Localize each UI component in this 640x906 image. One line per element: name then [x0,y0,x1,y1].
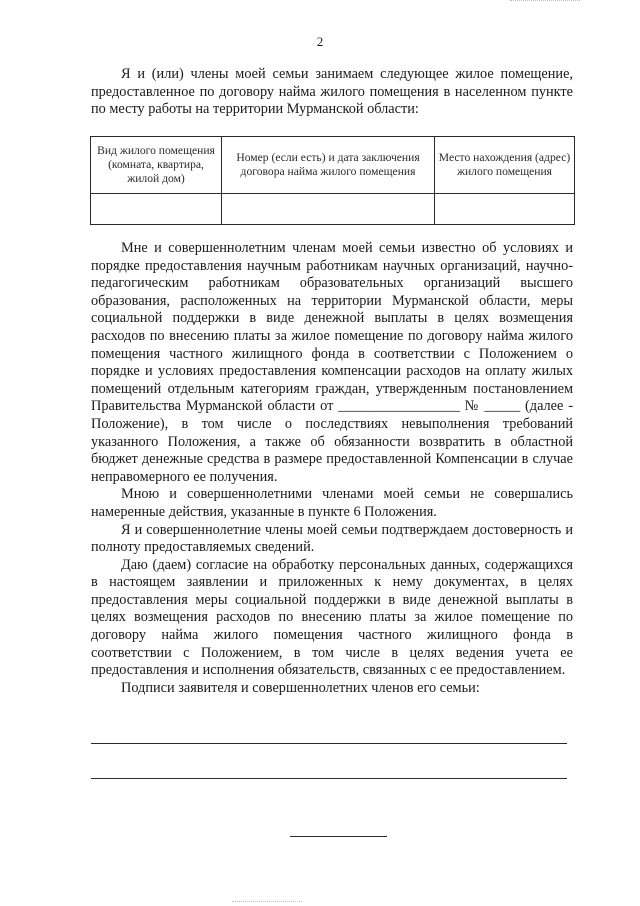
signatures-heading: Подписи заявителя и совершеннолетних членов его семьи: [121,679,480,696]
intro-paragraph: Я и (или) члены моей семьи занимаем следующее жилое помещение, предоставленное по договору найма жилого помещения в населенном пункте по месту работы на территории Мурманской области: [91,66,573,118]
short-line [290,836,387,837]
confirmation-paragraph: Я и совершеннолетние члены моей семьи подтверждаем достоверность и полноту предоставляемых сведений. [91,521,573,556]
table-header-cell: Место нахождения (адрес) жилого помещения [435,137,575,194]
table-row [91,194,575,225]
signature-line [91,743,567,744]
consent-paragraph: Даю (даем) согласие на обработку персональных данных, содержащихся в настоящем заявлении и приложенных к нему документах, в целях предоставления меры социальной поддержки в виде денежной выплаты в целях возмещения расходов по внесению платы за жилое помещение по договору найма жилого помещения частного жилищного фонда в соответствии с Положением, в том числе в целях ведения учета ее предоставления и исполнения обязательств, связанных с ее предоставлением. [91,556,573,679]
conditions-paragraph: Мне и совершеннолетним членам моей семьи известно об условиях и порядке предоставления научным работникам научных организаций, научно-педагогическим работникам образовательных организаций высшего образования, расположенных на территории Мурманской области, меры социальной поддержки в виде денежной выплаты в целях возмещения расходов по внесению платы за жилое помещение по договору найма жилого помещения частного жилищного фонда в соответствии с Положением о порядке и условиях предоставления компенсации расходов на оплату жилых помещений отдельным категориям граждан, утвержденным постановлением Правительства Мурманской области от _________________ № _____ (далее - Положение), в том числе о последствиях невыполнения требований указанного Положения, а также об обязанности возвратить в областной бюджет денежные средства в размере предоставленной Компенсации в случае неправомерного ее получения. [91,240,573,485]
table-header-cell: Номер (если есть) и дата заключения договора найма жилого помещения [222,137,435,194]
bottom-mark [232,901,302,902]
table-header-cell: Вид жилого помещения (комната, квартира, жилой дом) [91,137,222,194]
body-text [91,240,573,697]
page-number: 2 [316,34,324,49]
housing-table [90,136,575,225]
no-actions-paragraph: Мною и совершеннолетними членами моей семьи не совершались намеренные действия, указанные в пункте 6 Положения. [91,486,573,520]
corner-mark [510,0,580,1]
table-cell [91,194,222,225]
table-cell [222,194,435,225]
signature-line [91,778,567,779]
table-cell [435,194,575,225]
table-header-row [91,137,575,194]
